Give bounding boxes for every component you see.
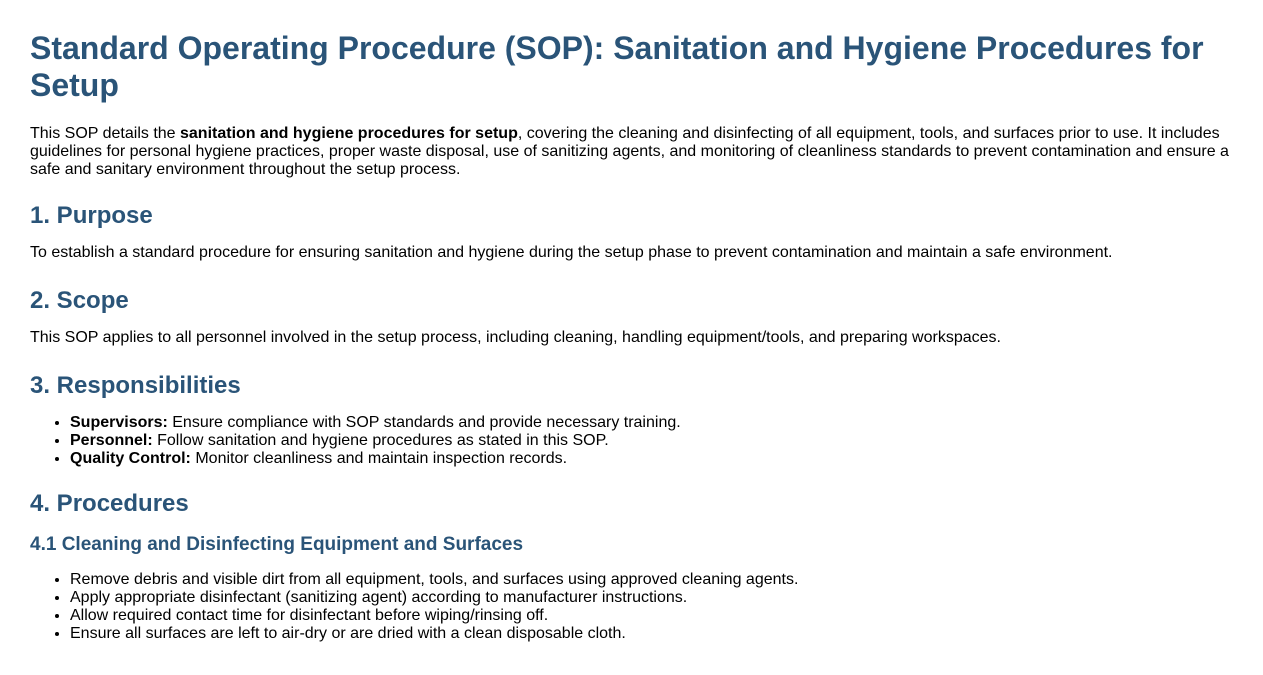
list-item-personnel (70, 432, 1233, 450)
list-item-supervisors (70, 414, 1233, 432)
role-label: Quality Control: (70, 450, 191, 467)
intro-bold-phrase: sanitation and hygiene procedures for setup (180, 125, 518, 142)
intro-paragraph (30, 125, 1233, 179)
intro-prefix: This SOP details the (30, 125, 180, 142)
intro-suffix: , covering the cleaning and disinfecting of all equipment, tools, and surfaces prior to use. It includes guidelines for personal hygiene practices, proper waste disposal, use of sanitizing agents, and monitoring of cleanliness standards to prevent contamination and ensure a safe and sanitary environment throughout the setup process. (30, 125, 1229, 178)
list-item: • Remove debris and visible dirt from all equipment, tools, and surfaces using approved cleaning agents. (70, 571, 1233, 589)
page-title: Standard Operating Procedure (SOP): Sanitation and Hygiene Procedures for Setup (30, 30, 1204, 103)
list-item: • Allow required contact time for disinfectant before wiping/rinsing off. (70, 607, 1233, 625)
responsibilities-list (30, 414, 1233, 468)
scope-heading: 2. Scope (30, 287, 129, 314)
role-label: Personnel: (70, 432, 153, 449)
cleaning-subsection-heading: 4.1 Cleaning and Disinfecting Equipment and Surfaces (30, 534, 524, 555)
role-description: Monitor cleanliness and maintain inspection records. (190, 450, 568, 467)
role-description: Follow sanitation and hygiene procedures as stated in this SOP. (152, 432, 609, 449)
purpose-heading: 1. Purpose (30, 202, 153, 229)
purpose-text: To establish a standard procedure for ensuring sanitation and hygiene during the setup phase to prevent contamination and maintain a safe environment. (30, 244, 1113, 261)
list-item-quality-control (70, 450, 1233, 468)
procedures-heading: 4. Procedures (30, 490, 189, 517)
role-description: Ensure compliance with SOP standards and provide necessary training. (167, 414, 681, 431)
role-label: Supervisors: (70, 414, 168, 431)
list-item: • Ensure all surfaces are left to air-dry or are dried with a clean disposable cloth. (70, 625, 1233, 643)
scope-text: This SOP applies to all personnel involved in the setup process, including cleaning, handling equipment/tools, and preparing workspaces. (30, 329, 1001, 346)
list-item: • Apply appropriate disinfectant (sanitizing agent) according to manufacturer instructions. (70, 589, 1233, 607)
responsibilities-heading: 3. Responsibilities (30, 372, 241, 399)
cleaning-steps-list (30, 571, 1233, 643)
